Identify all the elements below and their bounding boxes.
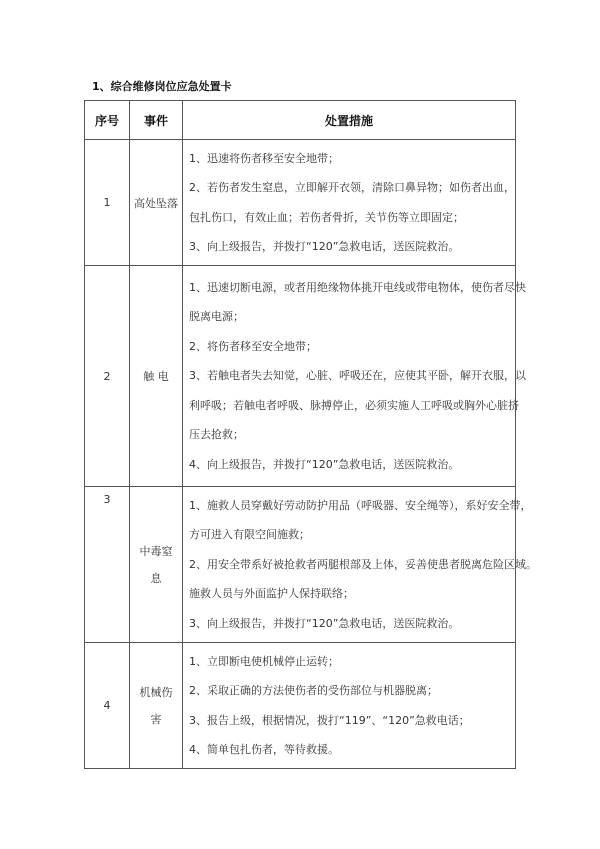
table-row [85,643,516,769]
measure-line: 包扎伤口，有效止血；若伤者骨折，关节伤等立即固定； [189,210,464,224]
measure-line: 1、立即断电使机械停止运转； [189,654,339,668]
row-event [130,487,183,643]
row-measures [183,643,516,769]
measure-line: 方可进入有限空间施救； [189,528,310,542]
measure-line: 1、施救人员穿戴好劳动防护用品（呼吸器、安全绳等），系好安全带， [189,498,532,512]
row-number: 1 [85,140,130,266]
measure-line: 3、向上级报告，并拨打“120”急救电话，送医院救治。 [189,616,460,630]
header-measures: 处置措施 [183,101,516,140]
row-measures [183,140,516,266]
emergency-table [84,100,537,769]
measure-line: 2、用安全带系好被抢救者两腿根部及上体，妥善使患者脱离危险区域。 [189,557,537,571]
event-text: 害 [150,712,162,726]
measure-line: 压去抢救； [189,428,244,442]
row-number: 2 [85,266,130,487]
measure-line: 3、若触电者失去知觉，心脏、呼吸还在，应使其平卧，解开衣服，以 [189,369,526,383]
table-header-row [85,101,516,140]
measure-line: 施救人员与外面监护人保持联络； [189,587,354,601]
measure-line: 脱离电源； [189,310,244,324]
header-event: 事件 [130,101,183,140]
event-text: 高处坠落 [134,196,178,210]
measure-line: 2、若伤者发生窒息，立即解开衣领，清除口鼻异物；如伤者出血， [189,181,515,194]
event-text: 机械伤 [139,685,173,699]
row-measures [183,266,526,487]
measure-line: 1、迅速切断电源，或者用绝缘物体挑开电线或带电物体，使伤者尽快 [189,280,526,294]
measure-line: 2、采取正确的方法使伤者的受伤部位与机器脱离； [189,684,438,697]
header-no: 序号 [85,101,130,140]
row-number: 3 [85,487,130,643]
table-row [85,266,516,487]
measure-line: 4、向上级报告，并拨打“120”急救电话，送医院救治。 [189,457,460,471]
event-text: 触 电 [143,370,169,383]
measure-line: 3、向上级报告，并拨打“120”急救电话，送医院救治。 [189,240,460,253]
row-event [130,266,183,487]
row-event [130,643,183,769]
table-row [85,487,516,643]
table-row [85,140,516,266]
measure-line: 2、将伤者移至安全地带； [189,339,317,353]
row-measures [183,487,537,643]
event-text: 息 [150,571,162,585]
card-title: 1、综合维修岗位应急处置卡 [92,80,232,93]
measure-line: 4、简单包扎伤者，等待救援。 [189,743,339,756]
row-event [130,140,183,266]
measure-line: 利呼吸；若触电者呼吸、脉搏停止，必须实施人工呼吸或胸外心脏挤 [189,398,519,412]
measure-line: 1、迅速将伤者移至安全地带； [189,151,339,165]
measure-line: 3、报告上级，根据情况，拨打“119”、“120”急救电话； [189,713,470,727]
event-text: 中毒窒 [139,544,173,558]
row-number: 4 [85,643,130,769]
